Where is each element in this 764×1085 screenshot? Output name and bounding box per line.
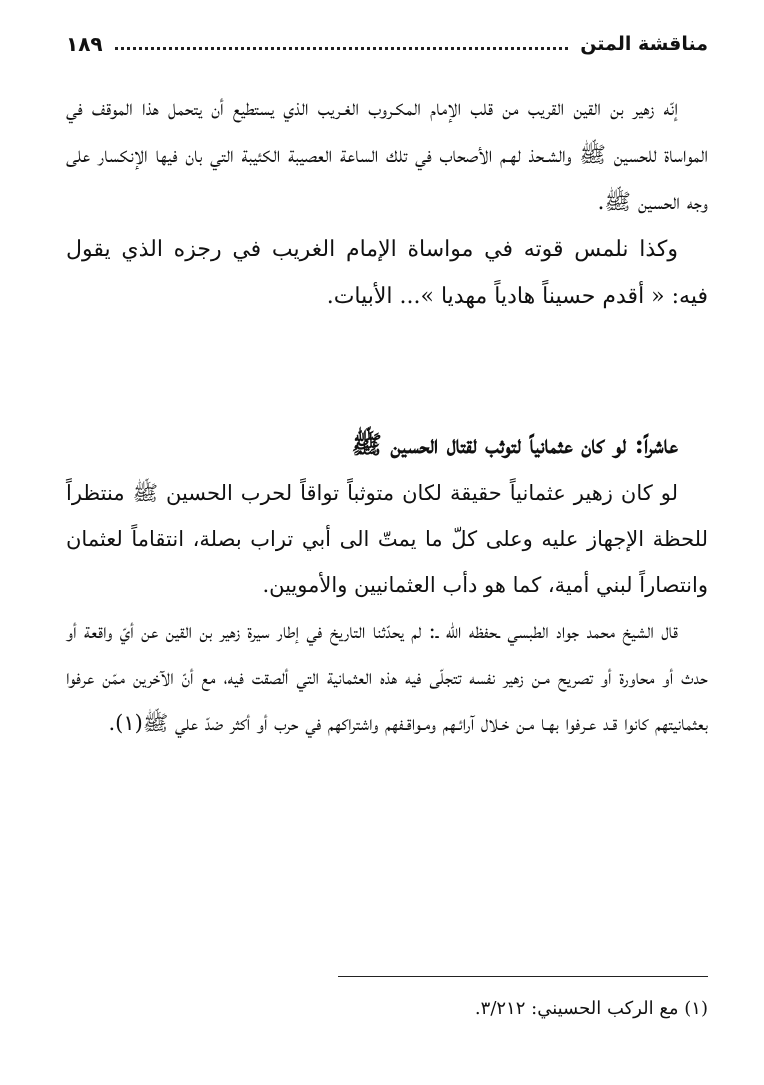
footnote: (١) مع الركب الحسيني: ٣/٢١٢. [474, 998, 708, 1019]
page-number: ١٨٩ [66, 32, 103, 56]
section-text [66, 470, 708, 746]
intro-text [66, 85, 708, 320]
running-header [66, 30, 708, 58]
section-paragraph-1: لو كان زهير عثمانياً حقيقة لكان متوثباً تواقاً لحرب الحسين ﷺ منتظراً للحظة الإجهاز عليه وعلى كلّ ما يمتّ الى أبي تراب بصلة، انتقاماً لعثمان وانتصاراً لبني أمية، كما هو دأب العثمانيين والأمويين. [66, 481, 708, 597]
running-title: مناقشة المتن [580, 33, 708, 55]
section-paragraph-2: قال الشيخ محمد جواد الطبسي ـحفظه الله ـ: لم يحدّثنا التاريخ في إطار سيرة زهير بن القين عن أيّ واقعة أو حدث أو محاورة أو تصريح مـن زهير نفسه تتجلّى فيه هذه العثمانية التي ألصقت فيه، مع أنّ الآخرين ممّن عرفوا بعثمانيتهم كانوا قـد عـرفوا بهـا مـن خـلال آرائـهم ومـواقـفهم واشتراكهم في حرب أو أكثر ضدّ علي ﷺ(١). [66, 619, 708, 735]
footnote-separator [338, 976, 708, 977]
dotted-leader [115, 33, 569, 50]
intro-paragraph-1: إنّه زهير بن القين القريب من قلب الإمام المكـروب الغـريب الذي يستطيع أن يتحمل هذا الموقف في المواساة للحسين ﷺ والشـحذ لهـم الأصحاب في تلك الساعة العصيبة الكئيبة التي بان فيها الإنكسار على وجه الحسين ﷺ. [66, 96, 708, 215]
section-heading: عاشراً: لو كان عثمانياً لتوثب لقتال الحسين ﷺ [351, 430, 678, 459]
intro-paragraph-2: وكذا نلمس قوته في مواساة الإمام الغريب في رجزه الذي يقول فيه: « أقدم حسيناً هادياً مهديا »... الأبيات. [66, 237, 708, 309]
